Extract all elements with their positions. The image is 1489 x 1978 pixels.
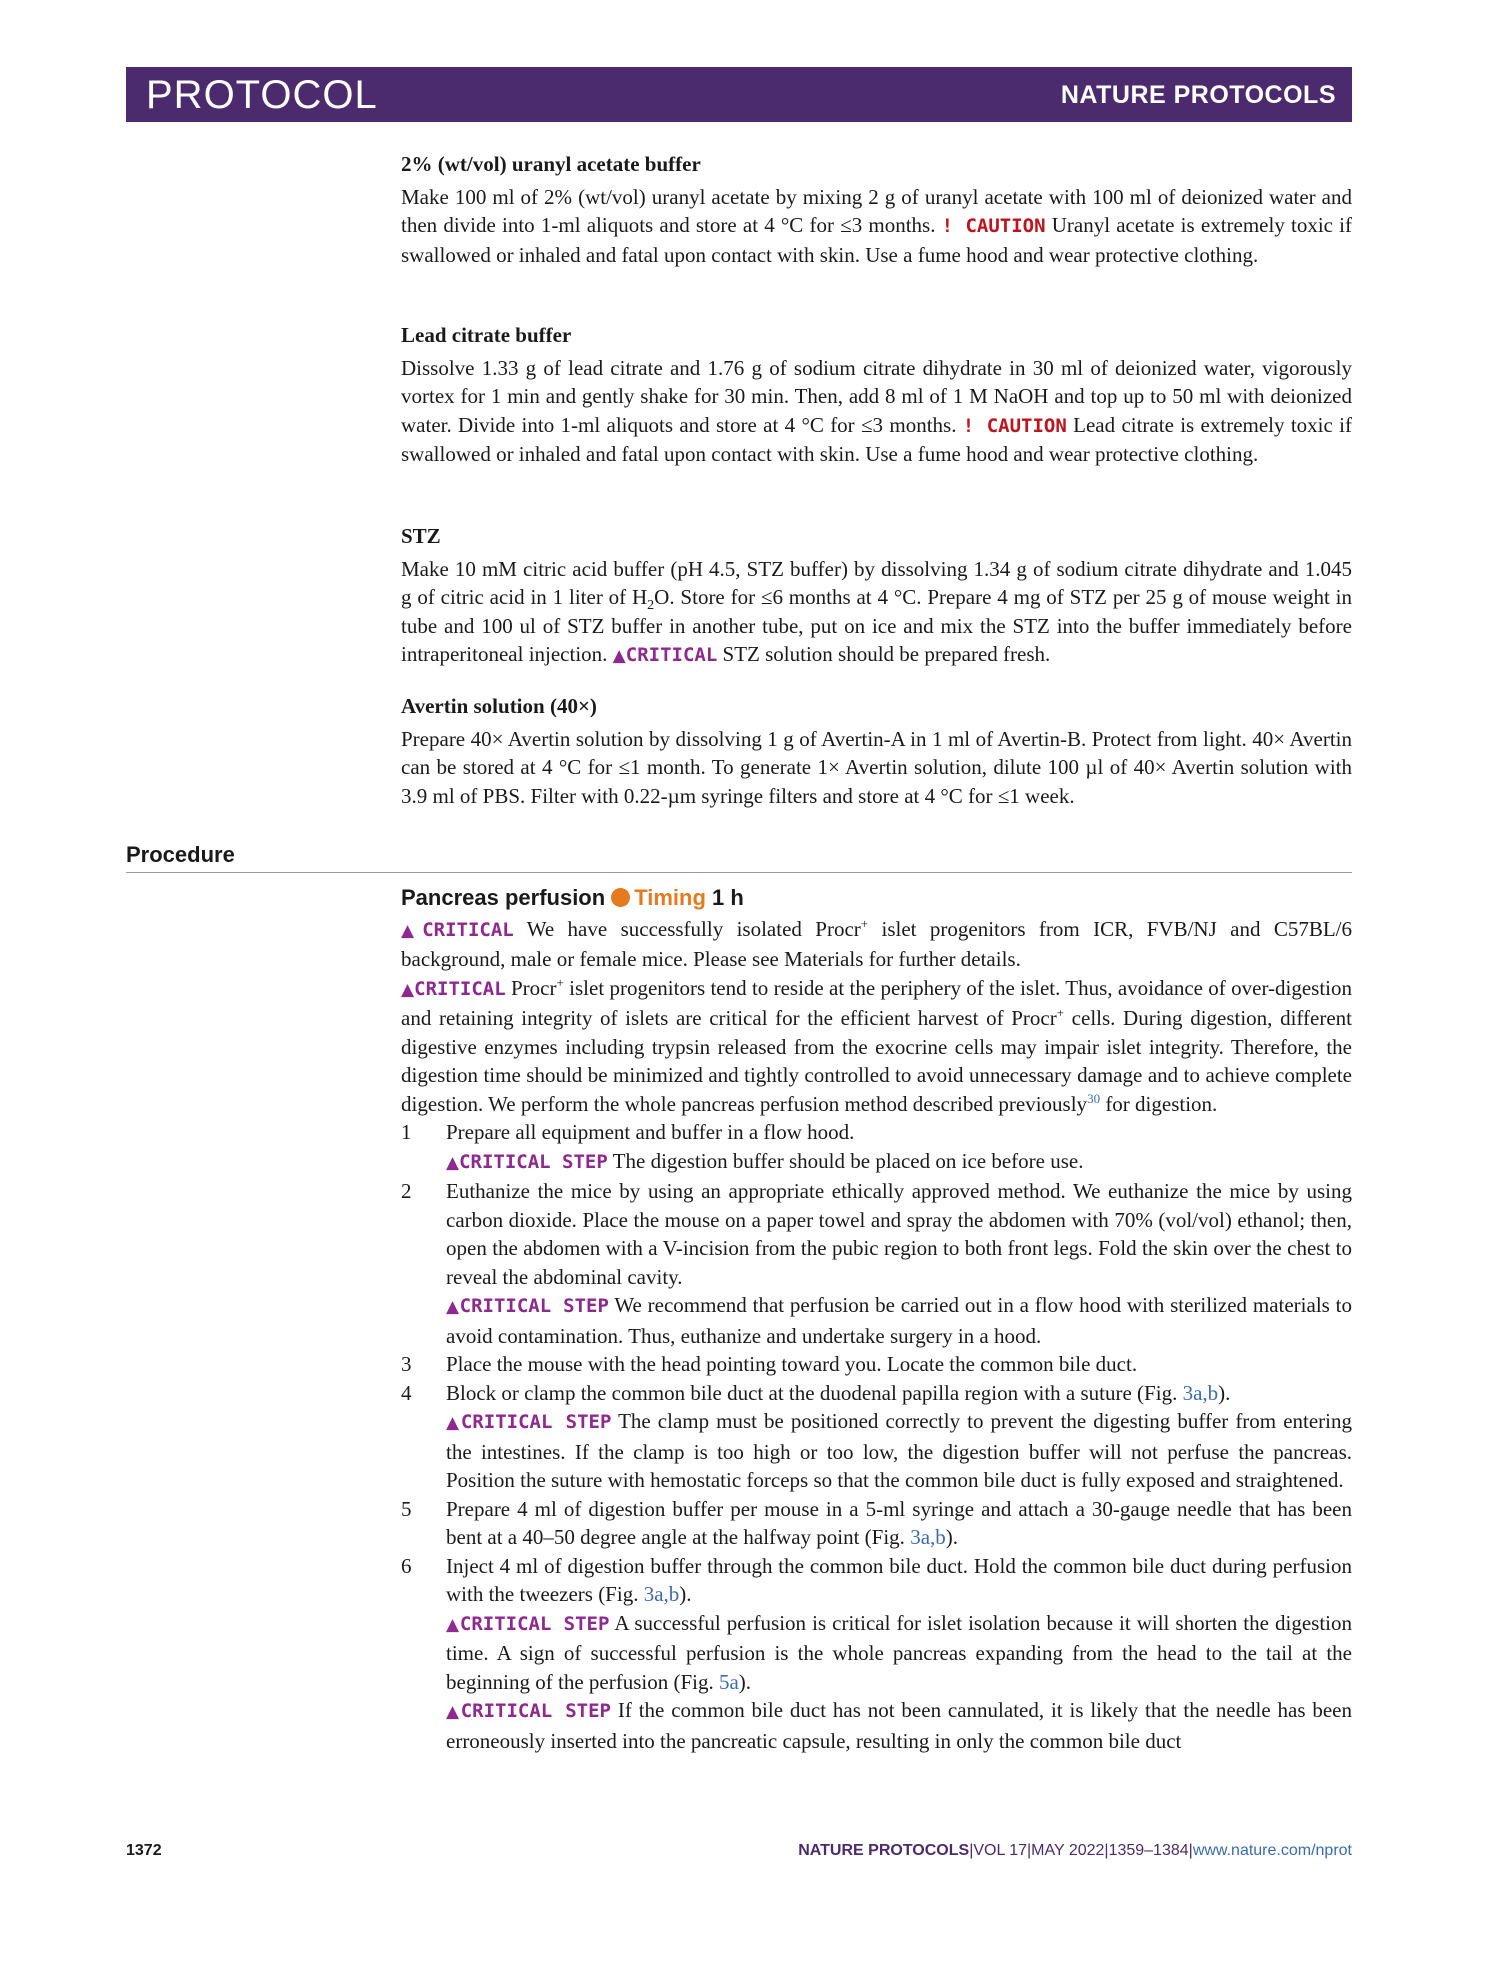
reagent-avertin [401,692,1352,810]
step-number: 3 [401,1352,412,1376]
footer-citation: NATURE PROTOCOLS|VOL 17|MAY 2022|1359–1384|www.nature.com/nprot [798,1842,1352,1859]
section-label: PROTOCOL [146,73,378,117]
procedure-step: 2 Euthanize the mice by using an appropriate ethically approved method. We euthanize the mice by using carbon dioxide. Place the mouse on a paper towel and spray the abdomen with 70% (vol/vol) ethanol; then, open the abdomen with a V-incision from the pubic region to both front legs. Fold the skin over the chest to reveal the abdominal cavity. ▲CRITICAL STEP We recommend that perfusion be carried out in a flow hood with sterilized materials to avoid contamination. Thus, euthanize and undertake surgery in a hood. [401,1177,1352,1350]
footer-journal: NATURE PROTOCOLS [798,1842,970,1859]
critical-step: ▲CRITICAL STEP We recommend that perfusion be carried out in a flow hood with sterilized materials to avoid contamination. Thus, euthanize and undertake surgery in a hood. [446,1293,1352,1348]
figure-link[interactable]: 3a,b [1182,1380,1219,1405]
reagent-stz [401,522,1352,671]
procedure-body [401,884,1352,1755]
procedure-step: 6 Inject 4 ml of digestion buffer through the common bile duct. Hold the common bile duct during perfusion with the tweezers (Fig. 3a,b). ▲CRITICAL STEP A successful perfusion is critical for islet isolation because it will shorten the digestion time. A sign of successful perfusion is the whole pancreas expanding from the head to the tail at the beginning of the perfusion (Fig. 5a). ▲CRITICAL STEP If the common bile duct has not been cannulated, it is likely that the needle has been erroneously inserted into the pancreatic capsule, resulting in only the common bile duct [401,1552,1352,1756]
reagent-title: STZ [401,524,441,548]
caution-label: ! CAUTION [941,215,1046,237]
critical-step: ▲CRITICAL STEP The digestion buffer should be placed on ice before use. [446,1148,1084,1173]
page-number: 1372 [126,1842,162,1859]
critical-note: ▲CRITICAL We have successfully isolated Procr+ islet progenitors from ICR, FVB/NJ and C57BL/6 background, male or female mice. Please see Materials for further details. [401,915,1353,971]
reagent-title: Lead citrate buffer [401,323,572,347]
critical-step: ▲CRITICAL STEP A successful perfusion is critical for islet isolation because it will shorten the digestion time. A sign of successful perfusion is the whole pancreas expanding from the head to the tail at the beginning of the perfusion (Fig. 5a). [446,1610,1353,1694]
reagent-uranyl [401,150,1352,269]
journal-url-link[interactable]: www.nature.com/nprot [1192,1842,1352,1859]
procedure-step: 5 Prepare 4 ml of digestion buffer per mouse in a 5-ml syringe and attach a 30-gauge needle that has been bent at a 40–50 degree angle at the halfway point (Fig. 3a,b). [401,1496,1352,1549]
figure-link[interactable]: 3a,b [910,1525,946,1549]
step-number: 6 [401,1553,412,1578]
procedure-heading: Procedure [126,842,1352,873]
critical-label: ▲CRITICAL [612,644,718,666]
figure-link[interactable]: 5a [718,1669,739,1694]
procedure-step: 4 Block or clamp the common bile duct at the duodenal papilla region with a suture (Fig. 3a,b). ▲CRITICAL STEP The clamp must be positioned correctly to prevent the digesting buffer from entering the intestines. If the clamp is too high or too low, the digestion buffer will not perfuse the pancreas. Position the suture with hemostatic forceps so that the common bile duct is fully exposed and straightened. [401,1379,1352,1495]
reagent-lead-citrate [401,321,1352,469]
header-banner [126,67,1352,122]
timing-dot-icon [611,888,630,907]
procedure-step: 1 Prepare all equipment and buffer in a flow hood. ▲CRITICAL STEP The digestion buffer should be placed on ice before use. [401,1118,1352,1177]
reagent-title: 2% (wt/vol) uranyl acetate buffer [401,152,701,176]
step-number: 4 [401,1380,412,1405]
timing-value: 1 h [712,885,744,910]
critical-step: ▲CRITICAL STEP The clamp must be positioned correctly to prevent the digesting buffer from entering the intestines. If the clamp is too high or too low, the digestion buffer will not perfuse the pancreas. Position the suture with hemostatic forceps so that the common bile duct is fully exposed and straightened. [446,1409,1352,1492]
reagent-body: Make 10 mM citric acid buffer (pH 4.5, STZ buffer) by dissolving 1.34 g of sodium citrate dihydrate and 1.045 g of citric acid in 1 liter of $H_2O$. Store for ≤6 months at 4 °C. Prepare 4 mg of STZ per 25 g of mouse weight in tube and 100 ul of STZ buffer in another tube, put on ice and mix the STZ into the buffer immediately before intraperitoneal injection. ▲CRITICAL STZ solution should be prepared fresh. [401,556,1353,666]
caution-label: ! CAUTION [962,414,1067,437]
reagent-title: Avertin solution (40×) [401,694,597,718]
step-number: 2 [401,1179,412,1203]
step-number: 5 [401,1496,412,1521]
journal-name: NATURE PROTOCOLS [1060,81,1336,109]
step-number: 1 [401,1120,412,1144]
critical-step: ▲CRITICAL STEP If the common bile duct has not been cannulated, it is likely that the needle has been erroneously inserted into the pancreatic capsule, resulting in only the common bile duct [446,1698,1353,1753]
subsection-title: Pancreas perfusion Timing 1 h [401,885,744,910]
figure-link[interactable]: 3a,b [643,1582,680,1606]
reagent-body: Dissolve 1.33 g of lead citrate and 1.76 g of sodium citrate dihydrate in 30 ml of deionized water, vigorously vortex for 1 min and gently shake for 30 min. Then, add 8 ml of 1 M NaOH and top up to 50 ml with deionized water. Divide into 1-ml aliquots and store at 4 °C for ≤3 months. ! CAUTION Lead citrate is extremely toxic if swallowed or inhaled and fatal upon contact with skin. Use a fume hood and wear protective clothing. [401,355,1352,466]
reagent-body: Make 100 ml of 2% (wt/vol) uranyl acetate by mixing 2 g of uranyl acetate with 100 ml of deionized water and then divide into 1-ml aliquots and store at 4 °C for ≤3 months. ! CAUTION Uranyl acetate is extremely toxic if swallowed or inhaled and fatal upon contact with skin. Use a fume hood and wear protective clothing. [401,184,1353,267]
reagent-body: Prepare 40× Avertin solution by dissolving 1 g of Avertin-A in 1 ml of Avertin-B. Protect from light. 40× Avertin can be stored at 4 °C for ≤1 month. To generate 1× Avertin solution, dilute 100 µl of 40× Avertin solution with 3.9 ml of PBS. Filter with 0.22-µm syringe filters and store at 4 °C for ≤1 week. [401,726,1352,808]
reference-link[interactable]: 30 [1087,1090,1101,1106]
timing-label: Timing [634,885,706,910]
critical-note: ▲CRITICAL Procr+ islet progenitors tend to reside at the periphery of the islet. Thus, avoidance of over-digestion and retaining integrity of islets are critical for the efficient harvest of Procr+ cells. During digestion, different digestive enzymes including trypsin released from the exocrine cells may impair islet integrity. Therefore, the digestion time should be minimized and tightly controlled to avoid unnecessary damage and to achieve complete digestion. We perform the whole pancreas perfusion method described previously$^{30}$ for digestion. [401,974,1353,1116]
procedure-step: 3 Place the mouse with the head pointing toward you. Locate the common bile duct. [401,1350,1352,1379]
